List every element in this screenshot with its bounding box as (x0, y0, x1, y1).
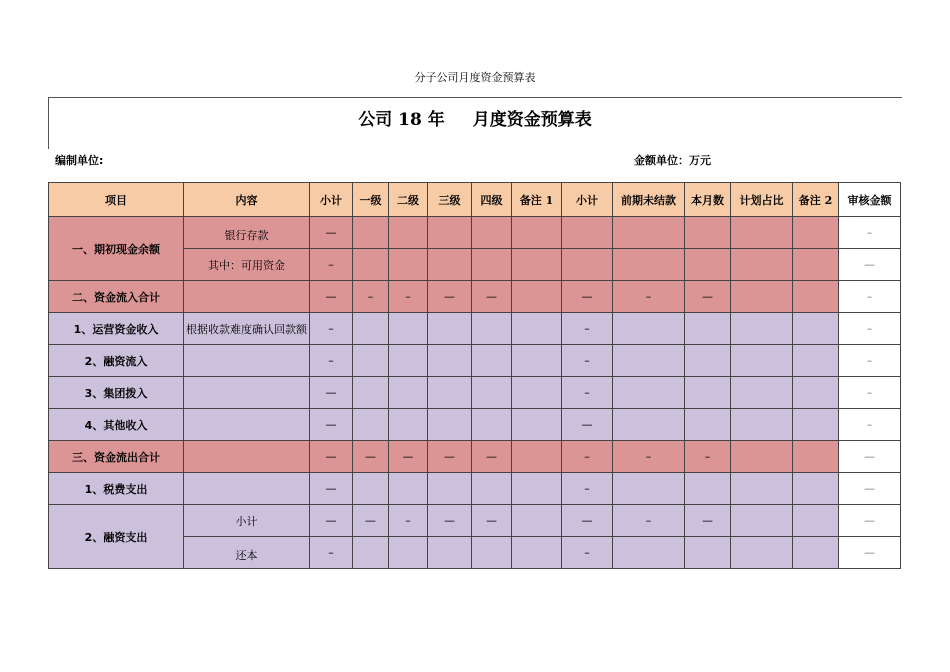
col-header-review-amount: 审核金额 (839, 183, 901, 217)
subtotal-cell: – (310, 313, 353, 345)
month-cell (685, 473, 731, 505)
ratio-cell (731, 409, 793, 441)
note1-cell (512, 409, 562, 441)
level3-cell (428, 473, 472, 505)
content-cell: 根据收款难度确认回款额 (184, 313, 310, 345)
level2-cell: – (389, 505, 428, 537)
note1-cell (512, 281, 562, 313)
subtotal-cell: — (310, 473, 353, 505)
level3-cell: — (428, 505, 472, 537)
title-part-2: 月度资金预算表 (472, 110, 592, 130)
prior-cell: – (613, 281, 685, 313)
level1-cell: – (353, 281, 389, 313)
content-cell: 其中：可用资金 (184, 249, 310, 281)
col-header-prior-unsettled: 前期未结款 (613, 183, 685, 217)
ratio-cell (731, 441, 793, 473)
level2-cell (389, 409, 428, 441)
prior-cell (613, 377, 685, 409)
ratio-cell (731, 249, 793, 281)
col-header-subtotal: 小计 (310, 183, 353, 217)
month-cell: — (685, 505, 731, 537)
prior-cell (613, 537, 685, 569)
level4-cell (472, 537, 512, 569)
preparing-unit-label: 编制单位: (55, 154, 104, 167)
review-cell: — (839, 249, 901, 281)
level2-cell: — (389, 441, 428, 473)
month-cell (685, 409, 731, 441)
col-header-level2: 二级 (389, 183, 428, 217)
col-header-content: 内容 (184, 183, 310, 217)
row-label-financing-outflow: 2、融资支出 (49, 505, 184, 569)
note2-cell (793, 441, 839, 473)
level4-cell: — (472, 505, 512, 537)
table-row (49, 409, 901, 441)
content-cell: 小计 (184, 505, 310, 537)
level1-cell (353, 473, 389, 505)
note1-cell (512, 313, 562, 345)
subtotal-cell: — (310, 281, 353, 313)
level4-cell: — (472, 441, 512, 473)
row-label-tax-expense: 1、税费支出 (49, 473, 184, 505)
header-row (49, 183, 901, 217)
subtotal-cell: — (310, 377, 353, 409)
subtotal-cell: – (310, 537, 353, 569)
row-label-outflow-total: 三、资金流出合计 (49, 441, 184, 473)
level2-cell (389, 473, 428, 505)
level3-cell (428, 345, 472, 377)
level1-cell (353, 537, 389, 569)
content-cell (184, 377, 310, 409)
ratio-cell (731, 377, 793, 409)
subtotal-cell: – (310, 345, 353, 377)
subtotal2-cell: – (562, 473, 613, 505)
col-header-level4: 四级 (472, 183, 512, 217)
level4-cell (472, 377, 512, 409)
review-cell: – (839, 281, 901, 313)
content-cell (184, 281, 310, 313)
note1-cell (512, 473, 562, 505)
level2-cell (389, 217, 428, 249)
subtotal2-cell: – (562, 313, 613, 345)
ratio-cell (731, 281, 793, 313)
month-cell (685, 249, 731, 281)
note2-cell (793, 313, 839, 345)
amount-unit-label: 金额单位：万元 (634, 154, 711, 167)
subtotal-cell: — (310, 441, 353, 473)
col-header-note2: 备注 2 (793, 183, 839, 217)
month-cell: – (685, 441, 731, 473)
note1-cell (512, 505, 562, 537)
note1-cell (512, 345, 562, 377)
level4-cell (472, 473, 512, 505)
prior-cell: – (613, 505, 685, 537)
prior-cell (613, 249, 685, 281)
table-row (49, 345, 901, 377)
level2-cell: – (389, 281, 428, 313)
note2-cell (793, 505, 839, 537)
note2-cell (793, 249, 839, 281)
month-cell (685, 537, 731, 569)
content-cell: 银行存款 (184, 217, 310, 249)
content-cell (184, 441, 310, 473)
month-cell (685, 217, 731, 249)
row-label-financing-inflow: 2、融资流入 (49, 345, 184, 377)
subtotal2-cell: – (562, 377, 613, 409)
level4-cell (472, 409, 512, 441)
frame-top-border (48, 97, 902, 98)
level1-cell (353, 313, 389, 345)
review-cell: – (839, 409, 901, 441)
col-header-level1: 一级 (353, 183, 389, 217)
prior-cell (613, 473, 685, 505)
content-cell (184, 473, 310, 505)
subtotal-cell: — (310, 505, 353, 537)
level3-cell (428, 537, 472, 569)
subtotal-cell: — (310, 409, 353, 441)
note2-cell (793, 473, 839, 505)
level3-cell: — (428, 441, 472, 473)
level3-cell: — (428, 281, 472, 313)
subtotal2-cell (562, 217, 613, 249)
prior-cell: – (613, 441, 685, 473)
level2-cell (389, 249, 428, 281)
level3-cell (428, 409, 472, 441)
review-cell: — (839, 505, 901, 537)
row-label-other-income: 4、其他收入 (49, 409, 184, 441)
table-row (49, 473, 901, 505)
note2-cell (793, 345, 839, 377)
level1-cell (353, 409, 389, 441)
month-cell (685, 377, 731, 409)
level2-cell (389, 313, 428, 345)
review-cell: — (839, 537, 901, 569)
document-title (0, 105, 950, 130)
col-header-level3: 三级 (428, 183, 472, 217)
subtotal2-cell: – (562, 441, 613, 473)
level4-cell: — (472, 281, 512, 313)
col-header-subtotal2: 小计 (562, 183, 613, 217)
col-header-this-month: 本月数 (685, 183, 731, 217)
subtotal-cell: — (310, 217, 353, 249)
level4-cell (472, 345, 512, 377)
note2-cell (793, 409, 839, 441)
subtotal-cell: – (310, 249, 353, 281)
subtotal2-cell: — (562, 505, 613, 537)
level2-cell (389, 537, 428, 569)
subtotal2-cell: — (562, 409, 613, 441)
col-header-note1: 备注 1 (512, 183, 562, 217)
ratio-cell (731, 537, 793, 569)
level2-cell (389, 377, 428, 409)
note1-cell (512, 217, 562, 249)
page-header: 分子公司月度资金预算表 (414, 71, 536, 84)
level4-cell (472, 313, 512, 345)
subtotal2-cell: – (562, 345, 613, 377)
note1-cell (512, 537, 562, 569)
level1-cell (353, 345, 389, 377)
row-label-operating-income: 1、运营资金收入 (49, 313, 184, 345)
month-cell (685, 345, 731, 377)
ratio-cell (731, 473, 793, 505)
ratio-cell (731, 505, 793, 537)
note1-cell (512, 249, 562, 281)
level4-cell (472, 249, 512, 281)
level1-cell (353, 377, 389, 409)
table-row (49, 313, 901, 345)
level3-cell (428, 377, 472, 409)
level1-cell: — (353, 441, 389, 473)
title-part-1: 公司 18 年 (358, 110, 445, 130)
note1-cell (512, 377, 562, 409)
ratio-cell (731, 217, 793, 249)
month-cell (685, 313, 731, 345)
level1-cell (353, 249, 389, 281)
subtotal2-cell: — (562, 281, 613, 313)
prior-cell (613, 313, 685, 345)
review-cell: – (839, 345, 901, 377)
review-cell: — (839, 473, 901, 505)
note2-cell (793, 377, 839, 409)
level1-cell: — (353, 505, 389, 537)
level4-cell (472, 217, 512, 249)
table-row (49, 505, 901, 537)
note2-cell (793, 537, 839, 569)
note2-cell (793, 217, 839, 249)
prior-cell (613, 409, 685, 441)
level3-cell (428, 313, 472, 345)
level1-cell (353, 217, 389, 249)
content-cell (184, 345, 310, 377)
row-label-inflow-total: 二、资金流入合计 (49, 281, 184, 313)
subtotal2-cell: – (562, 537, 613, 569)
budget-table (48, 182, 901, 569)
ratio-cell (731, 345, 793, 377)
review-cell: – (839, 377, 901, 409)
level3-cell (428, 217, 472, 249)
note1-cell (512, 441, 562, 473)
prior-cell (613, 345, 685, 377)
review-cell: – (839, 313, 901, 345)
review-cell: – (839, 217, 901, 249)
col-header-plan-ratio: 计划占比 (731, 183, 793, 217)
month-cell: — (685, 281, 731, 313)
subtotal2-cell (562, 249, 613, 281)
review-cell: — (839, 441, 901, 473)
content-cell (184, 409, 310, 441)
col-header-item: 项目 (49, 183, 184, 217)
table-row (49, 281, 901, 313)
ratio-cell (731, 313, 793, 345)
prior-cell (613, 217, 685, 249)
row-label-group-allocation: 3、集团拨入 (49, 377, 184, 409)
note2-cell (793, 281, 839, 313)
row-label-beginning-balance: 一、期初现金余额 (49, 217, 184, 281)
table-row (49, 441, 901, 473)
content-cell: 还本 (184, 537, 310, 569)
table-row (49, 217, 901, 249)
table-row (49, 377, 901, 409)
level3-cell (428, 249, 472, 281)
level2-cell (389, 345, 428, 377)
